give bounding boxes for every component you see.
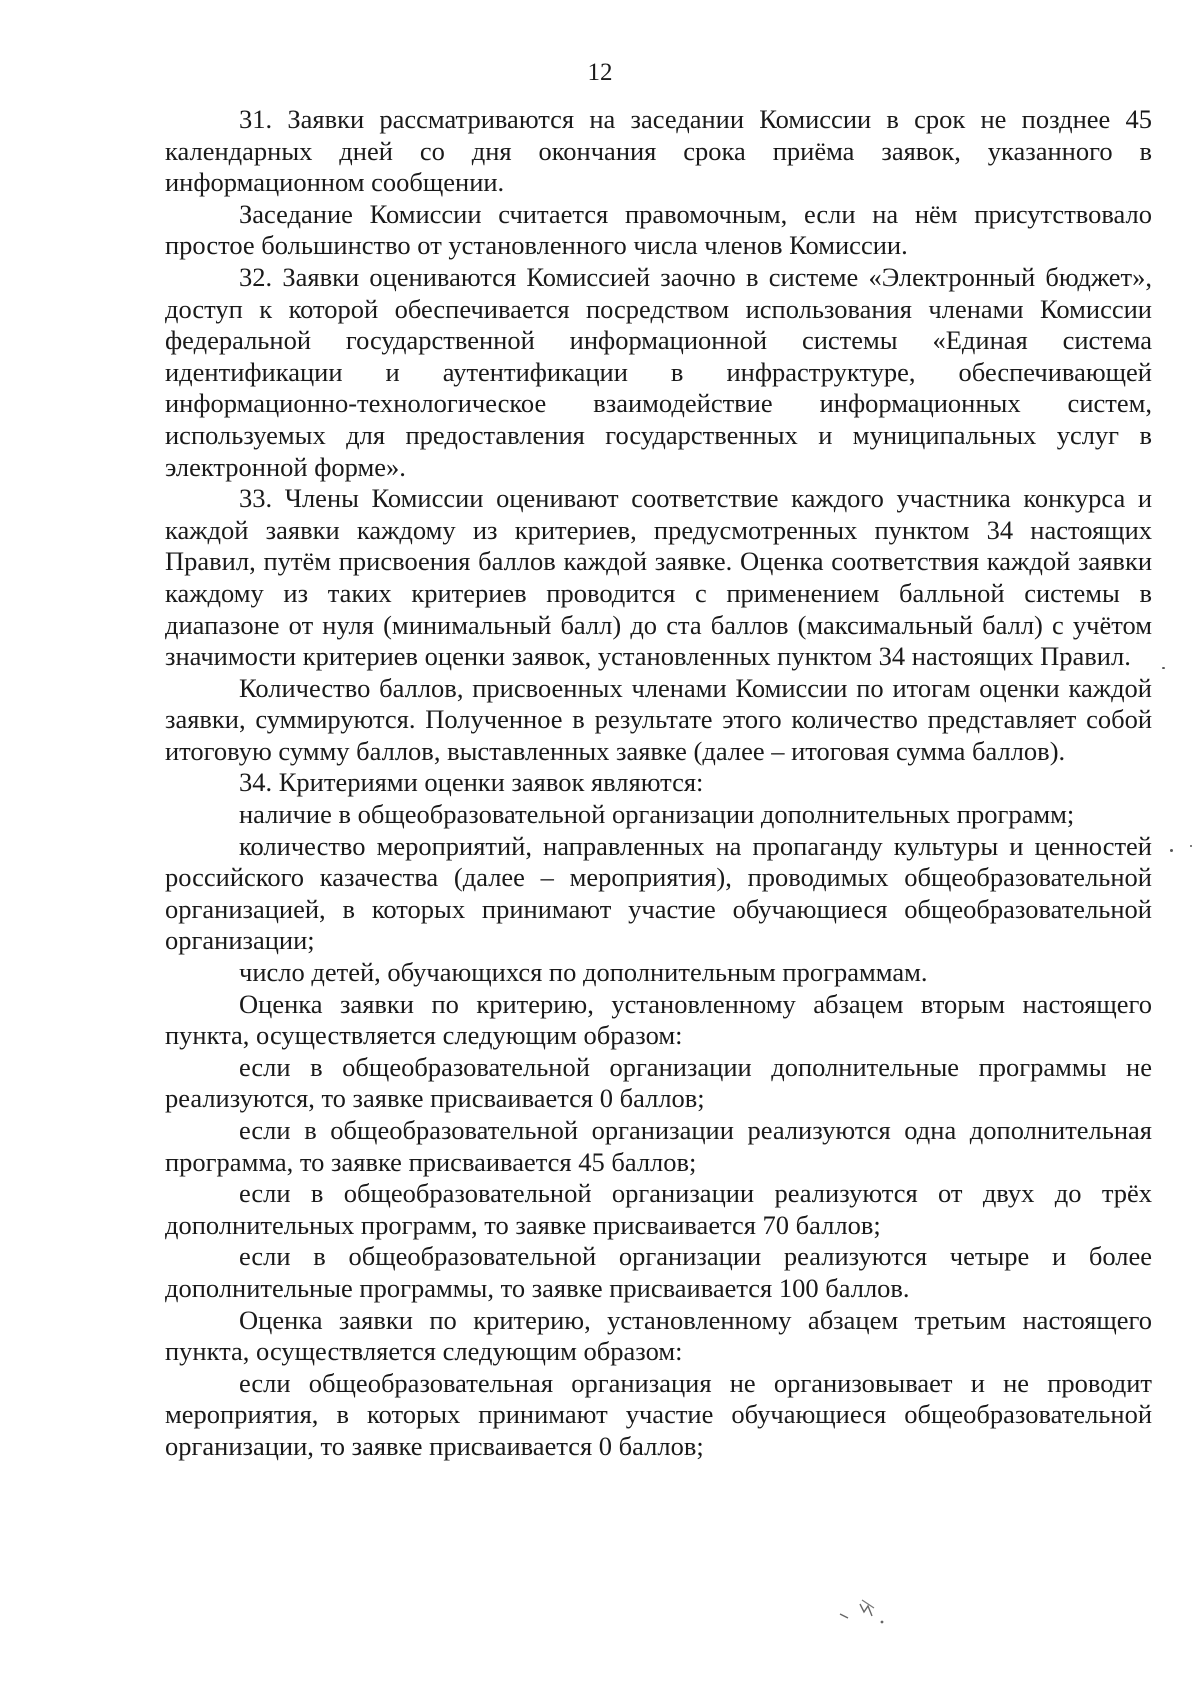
paragraph-evaluation-third: Оценка заявки по критерию, установленному абзацем третьим настоящего пункта, осуществляется следующим образом:	[165, 1304, 1152, 1367]
scan-speck	[1162, 667, 1165, 669]
paragraph-total-score: Количество баллов, присвоенных членами Комиссии по итогам оценки каждой заявки, суммируются. Полученное в результате этого количество представляет собой итоговую сумму баллов, выставленных заявке (далее – итоговая сумма баллов).	[165, 672, 1152, 766]
scan-speck	[1190, 845, 1192, 847]
list-item: если общеобразовательная организация не организовывает и не проводит мероприятия, в которых принимают участие обучающиеся общеобразовательной организации, то заявке присваивается 0 баллов;	[165, 1367, 1152, 1461]
paragraph-quorum: Заседание Комиссии считается правомочным, если на нём присутствовало простое большинство от установленного числа членов Комиссии.	[165, 198, 1152, 261]
criterion-children: число детей, обучающихся по дополнительным программам.	[239, 957, 928, 988]
page-number: 12	[587, 59, 613, 86]
paragraph-33: 33. Члены Комиссии оценивают соответствие каждого участника конкурса и каждой заявки каждому из критериев, предусмотренных пунктом 34 настоящих Правил, путём присвоения баллов каждой заявке. Оценка соответствия каждой заявки каждому из таких критериев проводится с применением балльной системы в диапазоне от нуля (минимальный балл) до ста баллов (максимальный балл) с учётом значимости критериев оценки заявок, установленных пунктом 34 настоящих Правил.	[165, 483, 1152, 672]
paragraph-31: 31. Заявки рассматриваются на заседании Комиссии в срок не позднее 45 календарных дней со дня окончания срока приёма заявок, указанного в информационном сообщении.	[165, 104, 1152, 198]
list-item: если в общеобразовательной организации реализуются одна дополнительная программа, то заявке присваивается 45 баллов;	[165, 1115, 1152, 1177]
criterion-events: количество мероприятий, направленных на пропаганду культуры и ценностей российского казачества (далее – мероприятия), проводимых общеобразовательной организацией, в которых принимают участие обучающиеся общеобразовательной организации;	[165, 830, 1152, 956]
list-item: если в общеобразовательной организации реализуются четыре и более дополнительные программы, то заявке присваивается 100 баллов.	[165, 1241, 1152, 1303]
document-body	[165, 104, 1152, 1463]
list-item: если в общеобразовательной организации реализуются от двух до трёх дополнительных программ, то заявке присваивается 70 баллов;	[165, 1178, 1152, 1240]
scan-speck	[1170, 849, 1173, 852]
list-item: если в общеобразовательной организации дополнительные программы не реализуются, то заявке присваивается 0 баллов;	[165, 1051, 1152, 1114]
paragraph-evaluation-second: Оценка заявки по критерию, установленному абзацем вторым настоящего пункта, осуществляется следующим образом:	[165, 988, 1152, 1051]
paragraph-32: 32. Заявки оцениваются Комиссией заочно в системе «Электронный бюджет», доступ к которой обеспечивается посредством использования членами Комиссии федеральной государственной информационной системы «Единая система идентификации и аутентификации в инфраструктуре, обеспечивающей информационно-технологическое взаимодействие информационных систем, используемых для предоставления государственных и муниципальных услуг в электронной форме».	[165, 261, 1152, 482]
scan-mark	[838, 1592, 898, 1628]
paragraph-34: 34. Критериями оценки заявок являются:	[239, 767, 704, 798]
criterion-programs: наличие в общеобразовательной организации дополнительных программ;	[239, 799, 1075, 830]
